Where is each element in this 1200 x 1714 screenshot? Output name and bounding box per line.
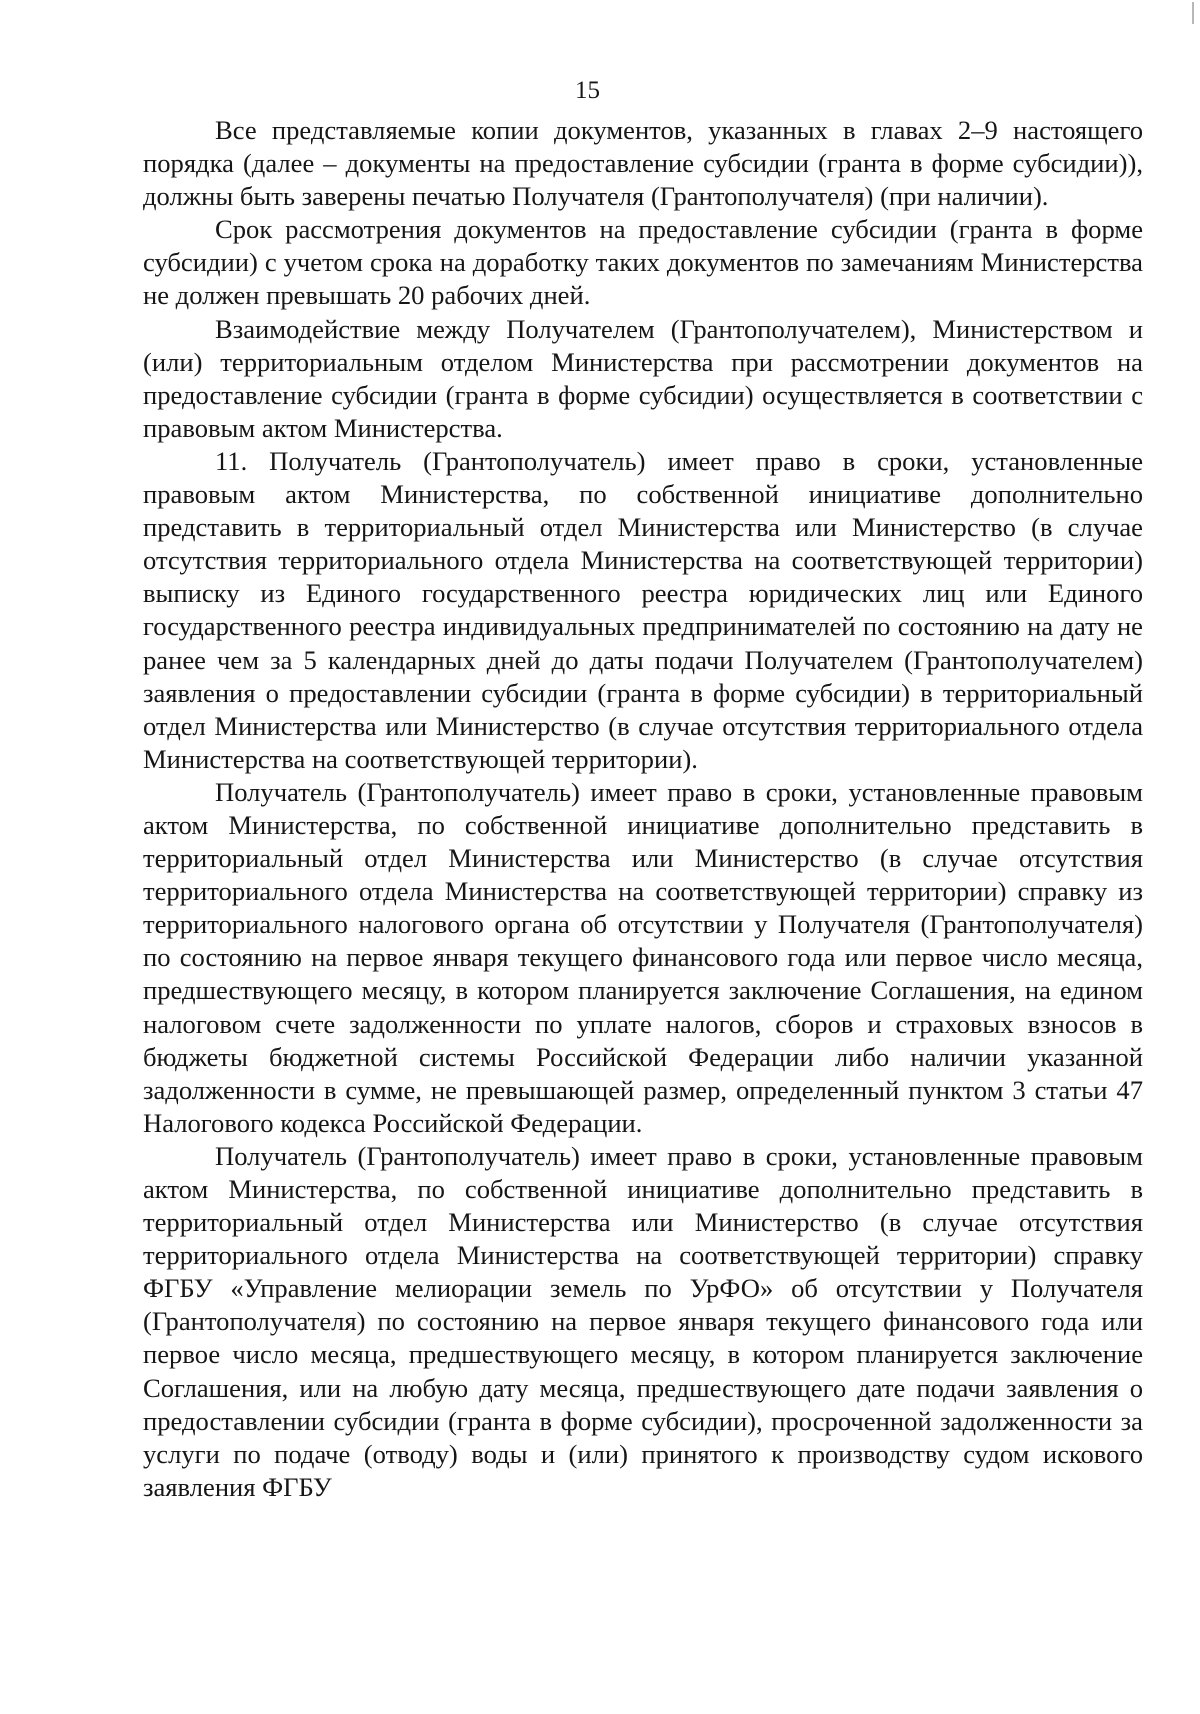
page-number: 15 — [575, 77, 600, 104]
paragraph-melioration-certificate: Получатель (Грантополучатель) имеет право в сроки, установленные правовым актом Министерства, по собственной инициативе дополнительно представить в территориальный отдел Министерства или Министерство (в случае отсутствия территориального отдела Министерства на соответствующей территории) справку ФГБУ «Управление мелиорации земель по УрФО» об отсутствии у Получателя (Грантополучателя) по состоянию на первое января текущего финансового года или первое число месяца, предшествующего месяцу, в котором планируется заключение Соглашения, или на любую дату месяца, предшествующего дате подачи заявления о предоставлении субсидии (гранта в форме субсидии), просроченной задолженности за услуги по подаче (отводу) воды и (или) принятого к производству судом искового заявления ФГБУ — [143, 1140, 1143, 1502]
paragraph-copies-certification: Все представляемые копии документов, указанных в главах 2–9 настоящего порядка (далее – документы на предоставление субсидии (гранта в форме субсидии)), должны быть заверены печатью Получателя (Грантополучателя) (при наличии). — [143, 115, 1143, 212]
paragraph-review-period: Срок рассмотрения документов на предоставление субсидии (гранта в форме субсидии) с учетом срока на доработку таких документов по замечаниям Министерства не должен превышать 20 рабочих дней. — [143, 214, 1143, 311]
paragraph-interaction: Взаимодействие между Получателем (Грантополучателем), Министерством и (или) территориальным отделом Министерства при рассмотрении документов на предоставление субсидии (гранта в форме субсидии) осуществляется в соответствии с правовым актом Министерства. — [143, 313, 1143, 443]
scan-edge-mark — [1192, 2, 1194, 24]
paragraph-item-11-egrul-extract: 11. Получатель (Грантополучатель) имеет право в сроки, установленные правовым актом Министерства, по собственной инициативе дополнительно представить в территориальный отдел Министерства или Министерство (в случае отсутствия территориального отдела Министерства на соответствующей территории) выписку из Единого государственного реестра юридических лиц или Единого государственного реестра индивидуальных предпринимателей по состоянию на дату не ранее чем за 5 календарных дней до даты подачи Получателем (Грантополучателем) заявления о предоставлении субсидии (гранта в форме субсидии) в территориальный отдел Министерства или Министерство (в случае отсутствия территориального отдела Министерства на соответствующей территории). — [143, 445, 1143, 774]
document-body — [143, 114, 1143, 1504]
paragraph-tax-certificate: Получатель (Грантополучатель) имеет право в сроки, установленные правовым актом Министерства, по собственной инициативе дополнительно представить в территориальный отдел Министерства или Министерство (в случае отсутствия территориального отдела Министерства на соответствующей территории) справку из территориального налогового органа об отсутствии у Получателя (Грантополучателя) по состоянию на первое января текущего финансового года или первое число месяца, предшествующего месяцу, в котором планируется заключение Соглашения, на едином налоговом счете задолженности по уплате налогов, сборов и страховых взносов в бюджеты бюджетной системы Российской Федерации либо наличии указанной задолженности в сумме, не превышающей размер, определенный пунктом 3 статьи 47 Налогового кодекса Российской Федерации. — [143, 776, 1143, 1138]
